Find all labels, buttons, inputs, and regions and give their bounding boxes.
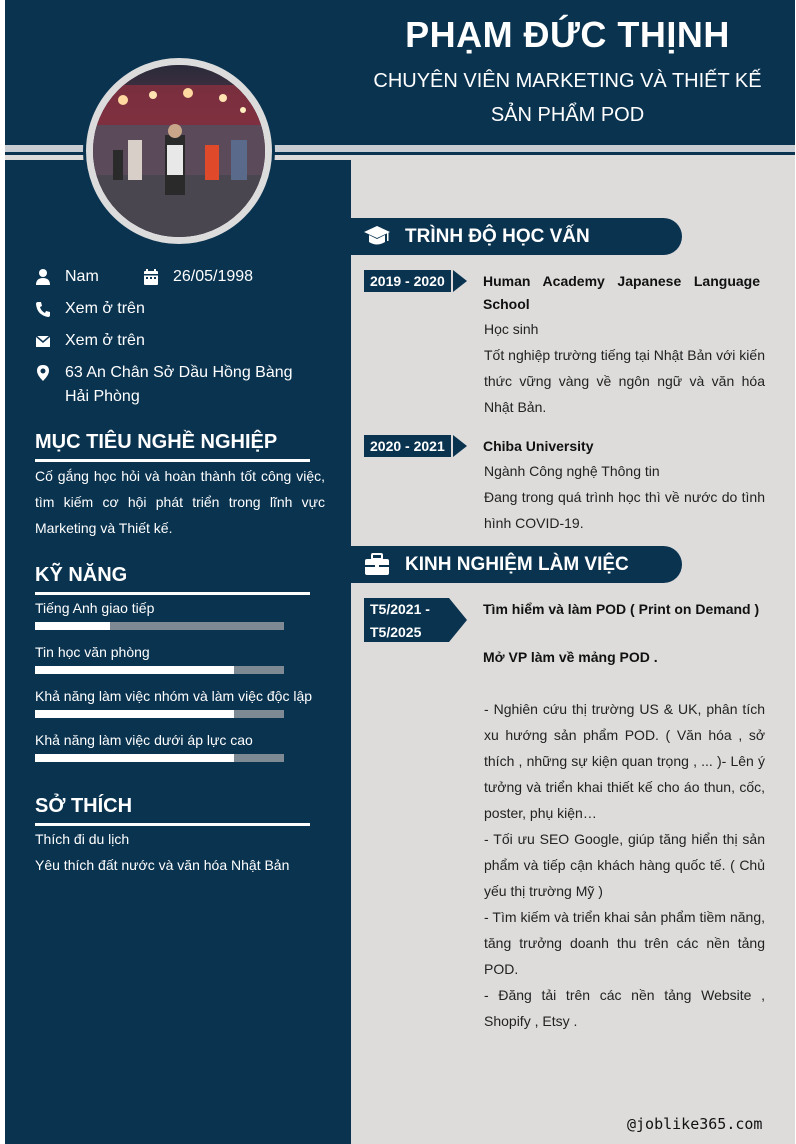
date-arrow [453,270,467,292]
email-text: Xem ở trên [65,332,145,349]
skills-heading: KỸ NĂNG [35,564,128,586]
avatar [93,65,265,237]
phone-icon [35,300,51,318]
experience-date-box [364,598,449,642]
objective-text: Cố gắng học hỏi và hoàn thành tốt công việc, tìm kiếm cơ hội phát triển trong lĩnh vực Marketing và Thiết kế. [35,468,325,536]
experience-date-end: T5/2025 [370,624,422,640]
experience-company: Tìm hiểm và làm POD ( Print on Demand ) [483,601,760,617]
education-date: 2019 - 2020 [364,270,451,292]
skill-bar-fill [35,754,234,762]
candidate-name: PHẠM ĐỨC THỊNH [405,14,730,55]
skill-label: Khả năng làm việc dưới áp lực cao [35,732,253,748]
experience-task: - Đăng tải trên các nền tảng Website , Shopify , Etsy . [484,987,765,1029]
education-school: Human Academy Japanese Language School [483,273,760,312]
phone-text: Xem ở trên [65,300,145,317]
skill-bar-fill [35,622,110,630]
date-arrow [453,435,467,457]
skill-bar-fill [35,666,234,674]
gender-text: Nam [65,268,99,285]
candidate-title: CHUYÊN VIÊN MARKETING VÀ THIẾT KẾ SẢN PHẨM POD [373,70,762,126]
education-desc: Đang trong quá trình học thì về nước do tình hình COVID-19. [484,489,765,531]
hobby-item: Yêu thích đất nước và văn hóa Nhật Bản [35,857,290,873]
graduation-cap-icon [363,224,391,250]
calendar-icon [143,268,159,286]
experience-task: - Tối ưu SEO Google, giúp tăng hiển thị sản phẩm và tiếp cận khách hàng quốc tế. ( Chủ yếu thị trường Mỹ ) [484,831,765,899]
education-major: Học sinh [484,321,539,337]
experience-heading: KINH NGHIỆM LÀM VIỆC [405,554,629,575]
envelope-icon [35,332,51,350]
skill-bar [35,622,284,630]
education-school: Chiba University [483,438,594,454]
skill-bar [35,666,284,674]
skill-bar [35,710,284,718]
education-date: 2020 - 2021 [364,435,451,457]
skill-label: Tiếng Anh giao tiếp [35,600,155,616]
experience-date-start: T5/2021 - [370,601,430,617]
education-heading: TRÌNH ĐỘ HỌC VẤN [405,226,590,247]
objective-heading: MỤC TIÊU NGHỀ NGHIỆP [35,431,278,453]
education-desc: Tốt nghiệp trường tiếng tại Nhật Bản với kiến thức vững vàng về ngôn ngữ và văn hóa Nhật Bản. [484,347,765,415]
experience-position: Mở VP làm về mảng POD . [483,649,658,665]
skills-rule [35,592,310,595]
map-pin-icon [35,364,51,382]
hobby-item: Thích đi du lịch [35,831,130,847]
skill-label: Tin học văn phòng [35,644,150,660]
birthday-text: 26/05/1998 [173,268,254,285]
objective-rule [35,459,310,462]
education-major: Ngành Công nghệ Thông tin [484,463,660,479]
address-text: 63 An Chân Sở Dầu Hồng Bàng Hải Phòng [65,364,293,405]
skill-bar [35,754,284,762]
experience-task: - Tìm kiếm và triển khai sản phẩm tiềm năng, tăng trưởng doanh thu trên các nền tảng POD. [484,909,765,977]
user-icon [35,268,51,286]
date-arrow [449,598,467,642]
skill-bar-fill [35,710,234,718]
experience-header [351,546,682,583]
hobbies-rule [35,823,310,826]
watermark: @joblike365.com [627,1115,763,1133]
hobbies-heading: SỞ THÍCH [35,795,133,817]
briefcase-icon [363,552,391,578]
education-header [351,218,682,255]
experience-task: - Nghiên cứu thị trường US & UK, phân tích xu hướng sản phẩm POD. ( Văn hóa , sở thích , những sự kiện quan trọng , ... )- Lên ý tưởng và triển khai thiết kế cho áo thun, cốc, poster, phụ kiện… [484,701,765,821]
skill-label: Khả năng làm việc nhóm và làm việc độc lập [35,688,313,704]
cv-page [5,0,795,1144]
